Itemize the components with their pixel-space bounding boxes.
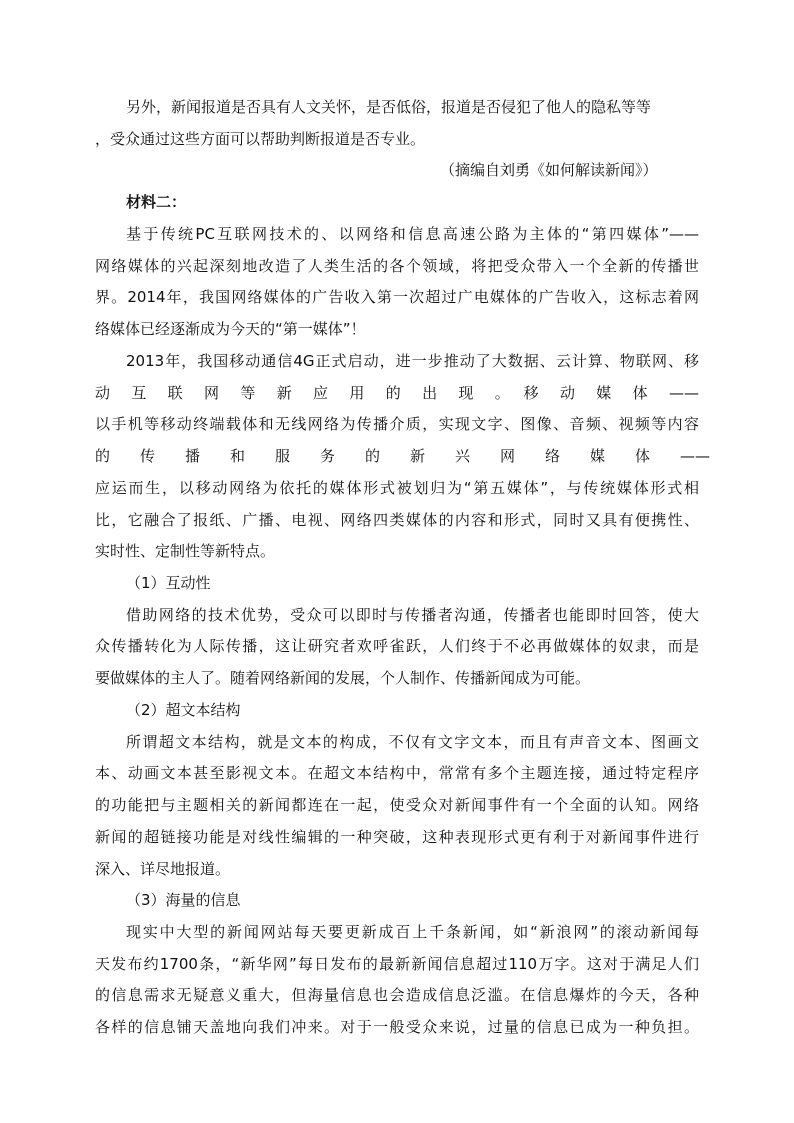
para1-line-4: 络媒体已经逐渐成为今天的“第一媒体”！ (95, 320, 366, 338)
item2-line-4: 新闻的超链接功能是对线性编辑的一种突破，这种表现形式更有利于对新闻事件进行 (95, 828, 699, 846)
item2-title: （2）超文本结构 (126, 701, 241, 719)
item2-line-2: 本、动画文本甚至影视文本。在超文本结构中，常常有多个主题连接，通过特定程序 (95, 764, 699, 782)
item3-line-4: 各样的信息铺天盖地向我们冲来。对于一般受众来说，过量的信息已成为一种负担。 (95, 1018, 699, 1036)
item1-line-1: 借助网络的技术优势，受众可以即时与传播者沟通，传播者也能即时回答，使大 (126, 606, 699, 624)
para1-line-1: 基于传统PC互联网技术的、以网络和信息高速公路为主体的“第四媒体”—— (126, 225, 699, 243)
item3-line-3: 的信息需求无疑意义重大，但海量信息也会造成信息泛滥。在信息爆炸的今天，各种 (95, 986, 699, 1004)
item3-line-1: 现实中大型的新闻网站每天要更新成百上千条新闻，如“新浪网”的滚动新闻每 (126, 923, 699, 941)
para2-line-7: 实时性、定制性等新特点。 (95, 542, 276, 560)
item2-line-1: 所谓超文本结构，就是文本的构成，不仅有文字文本，而且有声音文本、图画文 (126, 733, 699, 751)
material2-heading: 材料二： (126, 193, 187, 211)
para1-line-2: 网络媒体的兴起深刻地改造了人类生活的各个领域，将把受众带入一个全新的传播世 (95, 257, 699, 275)
para2-line-1: 2013年，我国移动通信4G正式启动，进一步推动了大数据、云计算、物联网、移 (126, 352, 699, 370)
item1-title: （1）互动性 (126, 574, 211, 592)
para1-line-3: 界。2014年，我国网络媒体的广告收入第一次超过广电媒体的广告收入，这标志着网 (95, 288, 699, 306)
intro-line-1: 另外，新闻报道是否具有人文关怀，是否低俗，报道是否侵犯了他人的隐私等等 (126, 98, 652, 116)
para2-line-2: 动 互 联 网 等 新 应 用 的 出 现 。 移 动 媒 体 —— (95, 384, 699, 402)
item2-line-3: 的功能把与主题相关的新闻都连在一起，使受众对新闻事件有一个全面的认知。网络 (95, 796, 699, 814)
item3-title: （3）海量的信息 (126, 891, 241, 909)
para2-line-6: 比，它融合了报纸、广播、电视、网络四类媒体的内容和形式，同时又具有便携性、 (95, 511, 699, 529)
para2-line-5: 应运而生，以移动网络为依托的媒体形式被划归为“第五媒体”，与传统媒体形式相 (95, 479, 699, 497)
source-note: （摘编自刘勇《如何解读新闻》） (440, 161, 658, 179)
item1-line-3: 要做媒体的主人了。随着网络新闻的发展，个人制作、传播新闻成为可能。 (95, 669, 591, 687)
item1-line-2: 众传播转化为人际传播，这让研究者欢呼雀跃，人们终于不必再做媒体的奴隶，而是 (95, 637, 699, 655)
para2-line-3: 以手机等移动终端载体和无线网络为传播介质，实现文字、图像、音频、视频等内容 (95, 415, 699, 433)
para2-line-4: 的 传 播 和 服 务 的 新 兴 网 络 媒 体 —— (95, 447, 711, 465)
intro-line-2: ，受众通过这些方面可以帮助判断报道是否专业。 (95, 130, 426, 148)
item3-line-2: 天发布约1700条，“新华网”每日发布的最新新闻信息超过110万字。这对于满足人们 (95, 955, 699, 973)
item2-line-5: 深入、详尽地报道。 (95, 860, 231, 878)
